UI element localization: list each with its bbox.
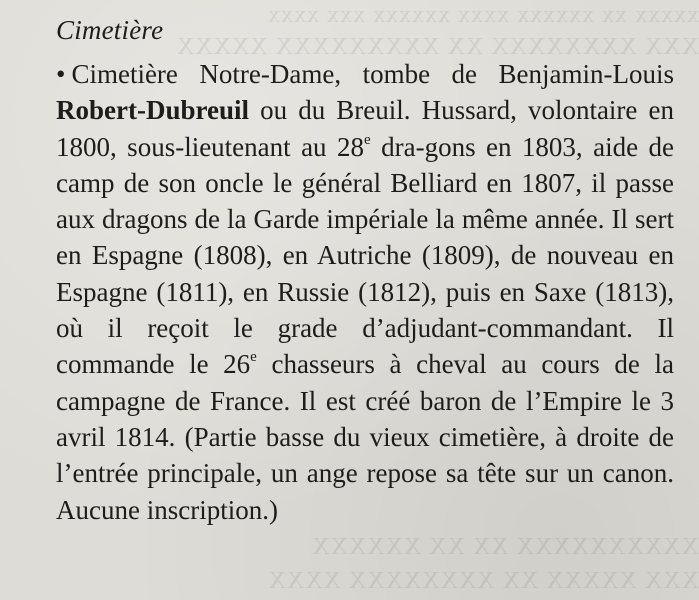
ordinal-superscript: e bbox=[364, 131, 371, 148]
ordinal-superscript: e bbox=[250, 349, 257, 366]
show-through-line: XXX XXXXX XX XXXXXXXX XXXX bbox=[267, 568, 699, 594]
entry-text-part-3: dra-gons en 1803, aide de camp de son oncle le général Belliard en 1807, il passe aux dragons de la Garde impériale la même année. Il sert en Espagne (1808), en Autriche (1809), de nouveau en Espagne (1811), en Russie (1812), puis en Saxe (1813), où il reçoit le grade d’adjudant-commandant. Il commande le 26 bbox=[56, 131, 674, 380]
show-through-line: xxxxx xx xxxxxx xxxx xxxxxx xxx xxxx bbox=[267, 2, 699, 28]
bullet-icon: • bbox=[56, 59, 66, 89]
entry-text-part-4: chasseurs à cheval au cours de la campagne de France. Il est créé baron de l’Empire le 3 avril 1814. (Partie basse du vieux cimetière, à droite de l’entrée principale, un ange repose sa tête sur un canon. Aucune inscription.) bbox=[56, 349, 674, 525]
show-through-line: XXXXXXXXXX XX XX XXXXXX bbox=[311, 534, 699, 560]
show-through-line: XXX XXXXXXXX XX XXXXXXXXX XXXXX bbox=[176, 34, 699, 60]
entry-text-part-2: ou du Breuil. Hussard, volontaire en 1800, sous-lieutenant au 28 bbox=[56, 95, 674, 162]
entry-paragraph bbox=[56, 56, 674, 528]
entry-text-part-1: Cimetière Notre-Dame, tombe de Benjamin-Louis bbox=[71, 59, 674, 89]
section-heading: Cimetière bbox=[56, 15, 164, 45]
person-name: Robert-Dubreuil bbox=[56, 95, 249, 126]
